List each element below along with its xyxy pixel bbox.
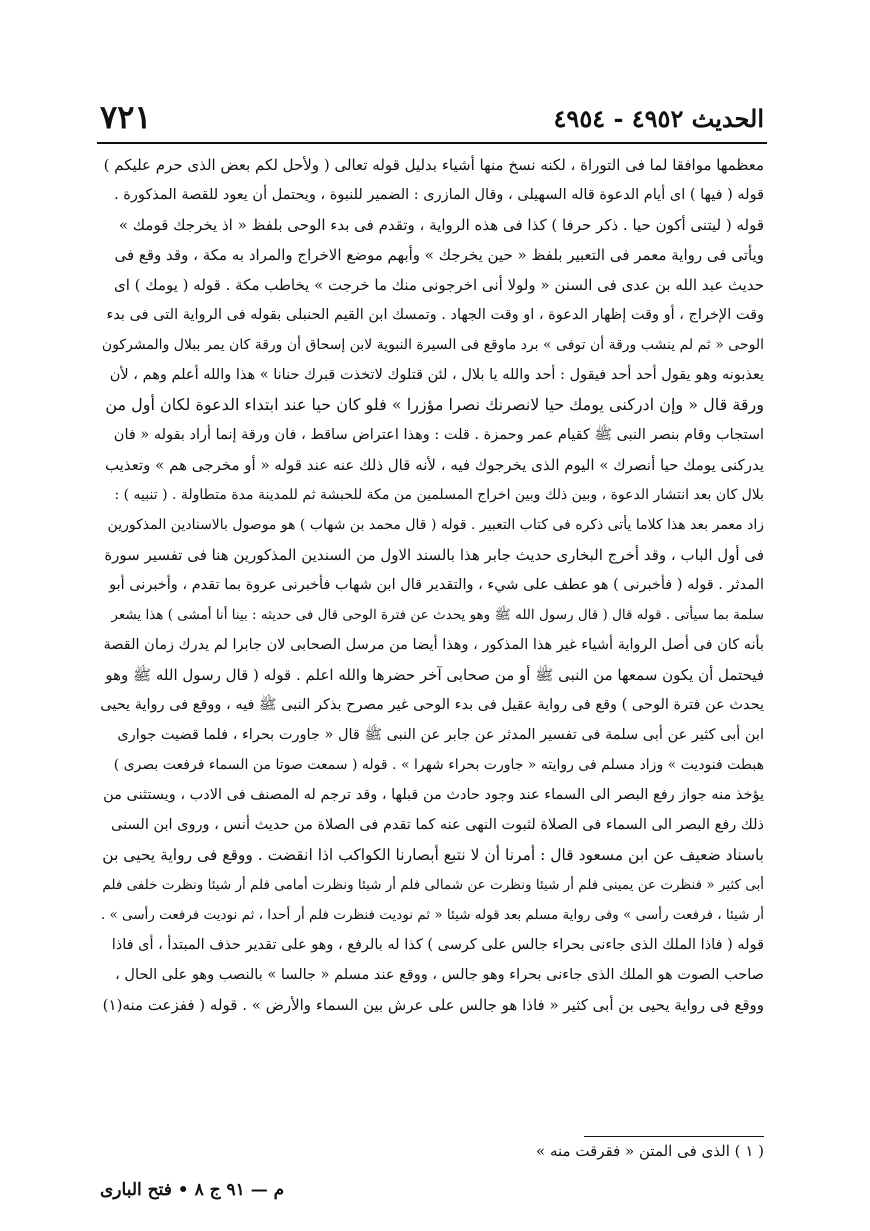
text-line: قوله ( ليتنى أكون حيا . ذكر حرفا ) كذا فى هذه الرواية ، وتقدم فى بدء الوحى بلفظ « اذ يخرجك قومك » bbox=[118, 216, 764, 234]
text-line: بأنه كان فى أصل الرواية أشياء غير هذا المذكور ، وهذا أيضا من مرسل الصحابى لان جابرا لم يدرك زمان القصة bbox=[103, 637, 764, 653]
text-line: معظمها موافقا لما فى التوراة ، لكنه نسخ منها أشياء بدليل قوله تعالى ( ولأحل لكم بعض الذى حرم عليكم ) bbox=[103, 156, 764, 174]
text-line: بلال كان بعد انتشار الدعوة ، وبين ذلك وبين اخراج المسلمين من مكة للحبشة ثم للمدينة مدة متطاولة . ( تنبيه ) : bbox=[114, 487, 764, 503]
main-text bbox=[100, 150, 764, 1020]
text-line: أبى كثير « فنظرت عن يمينى فلم أر شيئا ونظرت عن شمالى فلم أر شيئا ونظرت أمامى فلم أر شيئا ونظرت خلفى فلم bbox=[102, 877, 764, 893]
running-title: الحديث ٤٩٥٢ - ٤٩٥٤ bbox=[553, 104, 764, 133]
text-line: ذلك رفع البصر الى السماء فى الصلاة لثبوت النهى عنه كما تقدم فى الصلاة من حديث أنس ، وروى ابن السنى bbox=[111, 817, 764, 833]
text-line: حديث عبد الله بن عدى فى السنن « ولولا أنى اخرجونى منك ما خرجت » يخاطب مكة . قوله ( يومك ) اى bbox=[114, 276, 764, 294]
text-line: استجاب وقام بنصر النبى ﷺ كقيام عمر وحمزة . قلت : وهذا اعتراض ساقط ، فان ورقة إنما أراد بقوله « فان bbox=[113, 427, 764, 443]
page-header bbox=[100, 98, 764, 142]
text-line: يحدث عن فترة الوحى ) وقع فى رواية عقيل فى بدء الوحى غير مصرح بذكر النبى ﷺ فيه ، ووقع فى رواية يحيى bbox=[100, 697, 764, 713]
text-line: ويأتى فى رواية معمر فى التعبير بلفظ « حين يخرجك » وأبهم موضع الاخراج والمراد به مكة ، وقد وقع فى bbox=[114, 246, 764, 264]
text-line: الوحى « ثم لم ينشب ورقة أن توفى » برد ماوقع فى السيرة النبوية لابن إسحاق أن ورقة كان يمر ببلال والمشركون bbox=[101, 337, 764, 353]
text-line: قوله ( فاذا الملك الذى جاءنى بحراء جالس على كرسى ) كذا له بالرفع ، وهو على تقدير حذف المبتدأ ، أى فاذا bbox=[111, 937, 764, 953]
text-line: وقت الإخراج ، أو وقت إظهار الدعوة ، او وقت الجهاد . وتمسك ابن القيم الحنبلى بقوله فى الرواية التى فى بدء bbox=[106, 307, 764, 323]
text-line: قوله ( فيها ) اى أيام الدعوة قاله السهيلى ، وقال المازرى : الضمير للنبوة ، ويحتمل أن يعود للقصة المذكورة . bbox=[114, 187, 764, 203]
text-line: المدثر . قوله ( فأخبرنى ) هو عطف على شيء ، والتقدير قال ابن شهاب فأخبرنى عروة بما تقدم ، وأخبرنى أبو bbox=[109, 577, 764, 593]
text-line: يدركنى يومك حيا أنصرك » اليوم الذى يخرجوك فيه ، لأنه قال ذلك عنه عند قوله « أو مخرجى هم » وتعذيب bbox=[104, 456, 764, 474]
footnote: ( ١ ) الذى فى المتن « فقرقت منه » bbox=[536, 1142, 764, 1160]
header-divider bbox=[97, 142, 767, 144]
text-line: فيحتمل أن يكون سمعها من النبى ﷺ أو من صحابى آخر حضرها والله اعلم . قوله ( قال رسول الله ﷺ وهو bbox=[105, 666, 764, 684]
text-line: زاد معمر بعد هذا كلاما يأتى ذكره فى كتاب التعبير . قوله ( قال محمد بن شهاب ) هو موصول بالاسنادين المذكورين bbox=[107, 517, 764, 533]
text-line: يعذبونه وهو يقول أحد أحد فيقول : أحد والله يا بلال ، لئن قتلوك لاتخذت قبرك حنانا » هذا والله أعلم وهم ، لأن bbox=[109, 367, 764, 383]
text-line: ورقة قال « وإن ادركنى يومك حيا لانصرنك نصرا مؤزرا » فلو كان حيا عند ابتداء الدعوة لكان أول من bbox=[105, 395, 764, 414]
text-line: هبطت فنوديت » وزاد مسلم فى روايته « جاورت بحراء شهرا » . قوله ( سمعت صوتا من السماء فرفعت بصرى ) bbox=[113, 757, 764, 773]
text-line: ووقع فى رواية يحيى بن أبى كثير « فاذا هو جالس على عرش بين السماء والأرض » . قوله ( ففزعت منه(١) bbox=[102, 996, 764, 1014]
text-line: سلمة بما سيأتى . قوله قال ( قال رسول الله ﷺ وهو يحدث عن فترة الوحى قال فى حديثه : بينا أنا أمشى ) هذا يشعر bbox=[111, 607, 764, 623]
page-number: ٧٢١ bbox=[100, 98, 152, 136]
text-line: فى أول الباب ، وقد أخرج البخارى حديث جابر هذا بالسند الاول من السندين المذكورين هنا فى تفسير سورة bbox=[104, 546, 764, 564]
text-line: ابن أبى كثير عن أبى سلمة فى تفسير المدثر عن جابر عن النبى ﷺ قال « جاورت بحراء ، فلما قضيت جوارى bbox=[117, 727, 764, 743]
footnote-divider bbox=[584, 1136, 764, 1137]
text-line: أر شيئا ، فرفعت رأسى » وفى رواية مسلم بعد قوله شيئا « ثم نوديت فنظرت فلم أر أحدا ، ثم نوديت فرفعت رأسى » . bbox=[100, 907, 764, 923]
text-line: يؤخذ منه جواز رفع البصر الى السماء عند وجود حادث من قبلها ، وقد ترجم له المصنف فى الادب ، ويستثنى من bbox=[103, 787, 764, 803]
text-line: باسناد ضعيف عن ابن مسعود قال : أمرنا أن لا نتبع أبصارنا الكواكب اذا انقضت . ووقع فى رواية يحيى بن bbox=[102, 846, 764, 864]
page-footer: م — ٩١ ج ٨ • فتح البارى bbox=[100, 1180, 285, 1200]
text-line: صاحب الصوت هو الملك الذى جاءنى بحراء وهو جالس ، ووقع عند مسلم « جالسا » بالنصب وهو على الحال ، bbox=[115, 967, 764, 983]
